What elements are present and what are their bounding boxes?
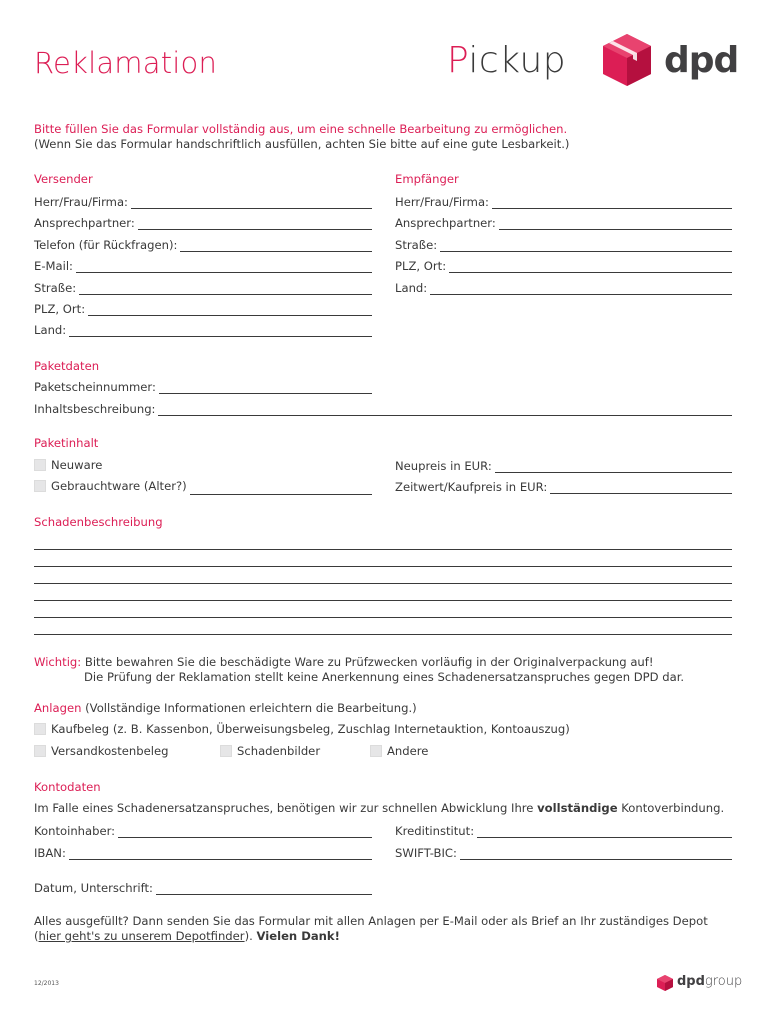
empfaenger-contact-field[interactable]: Ansprechpartner:: [395, 214, 732, 230]
kontoinhaber-field[interactable]: Kontoinhaber:: [34, 822, 372, 838]
andere-checkbox[interactable]: Andere: [370, 744, 428, 758]
dpd-cube-logo-icon: [599, 32, 655, 88]
page-title: Reklamation: [34, 46, 218, 80]
iban-field[interactable]: IBAN:: [34, 844, 372, 860]
paketdaten-heading: Paketdaten: [34, 359, 100, 373]
paketschein-field[interactable]: Paketscheinnummer:: [34, 378, 372, 394]
wichtig-note-line2: Die Prüfung der Reklamation stellt keine Anerkennung eines Schadenersatzanspruches gegen DPD dar.: [84, 670, 685, 684]
schaden-heading: Schadenbeschreibung: [34, 515, 163, 529]
kaufbeleg-checkbox[interactable]: Kaufbeleg (z. B. Kassenbon, Überweisungsbeleg, Zuschlag Internetauktion, Kontoauszug): [34, 722, 570, 736]
schaden-line[interactable]: [34, 600, 732, 601]
dpd-logo-text: dpd: [664, 40, 739, 81]
versender-phone-field[interactable]: Telefon (für Rückfragen):: [34, 236, 372, 252]
closing-text: Alles ausgefüllt? Dann senden Sie das Formular mit allen Anlagen per E-Mail oder als Brief an Ihr zuständiges Depot: [34, 914, 708, 928]
versender-heading: Versender: [34, 172, 93, 186]
schaden-line[interactable]: [34, 617, 732, 618]
inhalt-field[interactable]: Inhaltsbeschreibung:: [34, 400, 732, 416]
footer-date: 12/2013: [34, 980, 59, 987]
schaden-line[interactable]: [34, 566, 732, 567]
dpdgroup-logo-text: dpdgroup: [677, 974, 743, 989]
kontodaten-heading: Kontodaten: [34, 780, 101, 794]
empfaenger-street-field[interactable]: Straße:: [395, 236, 732, 252]
depotfinder-link[interactable]: hier geht's zu unserem Depotfinder: [38, 929, 245, 943]
neupreis-field[interactable]: Neupreis in EUR:: [395, 457, 732, 473]
dpdgroup-cube-icon: [656, 974, 674, 992]
pickup-logo: Pickup: [447, 40, 567, 81]
thanks-text: Vielen Dank!: [256, 929, 340, 943]
kreditinstitut-field[interactable]: Kreditinstitut:: [395, 822, 732, 838]
versandkosten-checkbox[interactable]: Versandkostenbeleg: [34, 744, 168, 758]
gebrauchtware-age-line[interactable]: [34, 479, 372, 495]
schaden-line[interactable]: [34, 549, 732, 550]
swift-field[interactable]: SWIFT-BIC:: [395, 844, 732, 860]
neuware-checkbox[interactable]: Neuware: [34, 458, 102, 472]
empfaenger-name-field[interactable]: Herr/Frau/Firma:: [395, 193, 732, 209]
versender-contact-field[interactable]: Ansprechpartner:: [34, 214, 372, 230]
empfaenger-country-field[interactable]: Land:: [395, 279, 732, 295]
schaden-line[interactable]: [34, 634, 732, 635]
schaden-line[interactable]: [34, 583, 732, 584]
paketinhalt-heading: Paketinhalt: [34, 436, 99, 450]
wichtig-note: Wichtig: Bitte bewahren Sie die beschädigte Ware zu Prüfzwecken vorläufig in der Originalverpackung auf!: [34, 655, 654, 669]
schadenbilder-checkbox[interactable]: Schadenbilder: [220, 744, 320, 758]
gebrauchtware-checkbox[interactable]: Gebrauchtware (Alter?): [34, 479, 187, 493]
versender-city-field[interactable]: PLZ, Ort:: [34, 300, 372, 316]
intro-note: (Wenn Sie das Formular handschriftlich ausfüllen, achten Sie bitte auf eine gute Lesbarkeit.): [34, 137, 570, 151]
versender-name-field[interactable]: Herr/Frau/Firma:: [34, 193, 372, 209]
empfaenger-heading: Empfänger: [395, 172, 459, 186]
closing-line2: (hier geht's zu unserem Depotfinder). Vielen Dank!: [34, 929, 340, 943]
versender-street-field[interactable]: Straße:: [34, 279, 372, 295]
intro-instruction: Bitte füllen Sie das Formular vollständig aus, um eine schnelle Bearbeitung zu ermöglichen.: [34, 122, 568, 136]
empfaenger-city-field[interactable]: PLZ, Ort:: [395, 257, 732, 273]
versender-email-field[interactable]: E-Mail:: [34, 257, 372, 273]
versender-country-field[interactable]: Land:: [34, 321, 372, 337]
kontodaten-text: Im Falle eines Schadenersatzanspruches, benötigen wir zur schnellen Abwicklung Ihre vollständige Kontoverbindung.: [34, 801, 725, 815]
zeitwert-field[interactable]: Zeitwert/Kaufpreis in EUR:: [395, 478, 732, 494]
anlagen-heading: Anlagen (Vollständige Informationen erleichtern die Bearbeitung.): [34, 701, 417, 715]
signature-field[interactable]: Datum, Unterschrift:: [34, 879, 372, 895]
